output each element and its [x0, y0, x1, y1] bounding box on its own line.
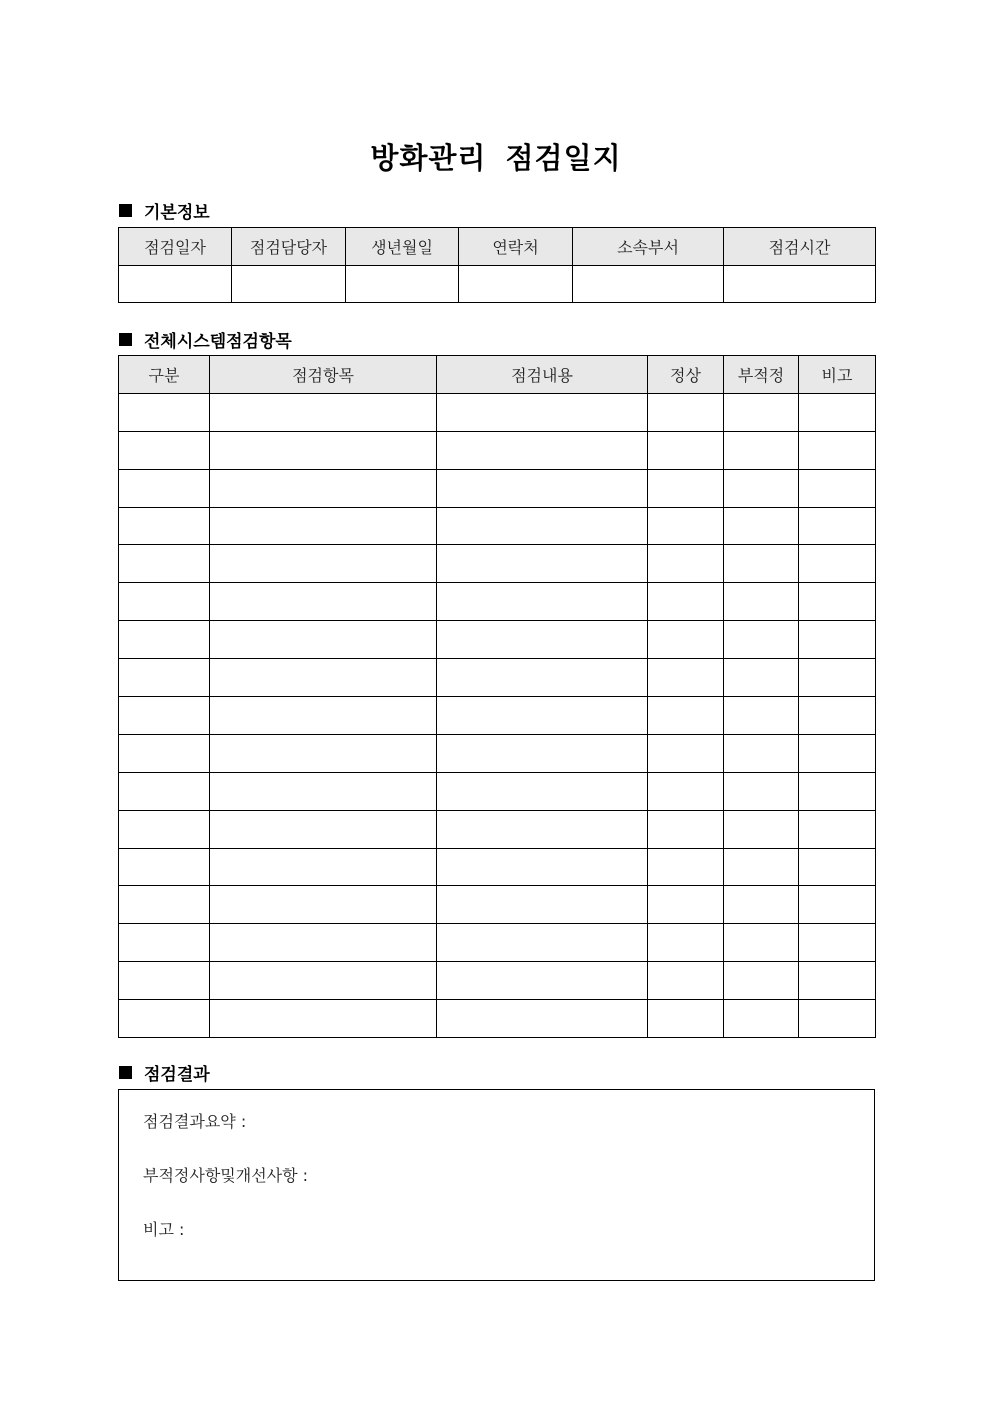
check-item-cell[interactable] [210, 924, 437, 962]
category-cell[interactable] [119, 810, 210, 848]
check-item-cell[interactable] [210, 962, 437, 1000]
table-row [119, 734, 876, 772]
header-check-item: 점검항목 [210, 356, 437, 394]
inadequate-cell[interactable] [724, 697, 799, 735]
table-row [119, 431, 876, 469]
check-item-cell[interactable] [210, 697, 437, 735]
birth-date-field[interactable] [346, 265, 459, 303]
inadequate-cell[interactable] [724, 848, 799, 886]
table-row [119, 659, 876, 697]
normal-cell[interactable] [648, 583, 724, 621]
remarks-cell[interactable] [799, 545, 876, 583]
table-row [119, 962, 876, 1000]
inadequate-cell[interactable] [724, 772, 799, 810]
normal-cell[interactable] [648, 962, 724, 1000]
section-heading-label: 기본정보 [144, 202, 210, 223]
inspector-field[interactable] [232, 265, 346, 303]
check-content-cell[interactable] [437, 621, 648, 659]
normal-cell[interactable] [648, 507, 724, 545]
category-cell[interactable] [119, 583, 210, 621]
header-normal: 정상 [648, 356, 724, 394]
header-inspector: 점검담당자 [232, 228, 346, 266]
category-cell[interactable] [119, 734, 210, 772]
table-row [119, 621, 876, 659]
check-content-cell[interactable] [437, 545, 648, 583]
category-cell[interactable] [119, 697, 210, 735]
table-row [119, 393, 876, 431]
category-cell[interactable] [119, 772, 210, 810]
category-cell[interactable] [119, 924, 210, 962]
remarks-label: 비고 : [143, 1220, 185, 1239]
category-cell[interactable] [119, 469, 210, 507]
normal-cell[interactable] [648, 924, 724, 962]
check-item-cell[interactable] [210, 507, 437, 545]
category-cell[interactable] [119, 621, 210, 659]
check-content-cell[interactable] [437, 507, 648, 545]
inadequate-cell[interactable] [724, 621, 799, 659]
check-item-cell[interactable] [210, 393, 437, 431]
section-heading-system-check [119, 328, 292, 350]
remarks-cell[interactable] [799, 734, 876, 772]
inadequate-cell[interactable] [724, 545, 799, 583]
normal-cell[interactable] [648, 772, 724, 810]
square-bullet-icon [119, 204, 132, 217]
normal-cell[interactable] [648, 848, 724, 886]
table-row [119, 265, 876, 303]
normal-cell[interactable] [648, 810, 724, 848]
category-cell[interactable] [119, 545, 210, 583]
section-heading-result [119, 1061, 210, 1083]
remarks-cell[interactable] [799, 886, 876, 924]
square-bullet-icon [119, 1066, 132, 1079]
remarks-cell[interactable] [799, 697, 876, 735]
remarks-cell[interactable] [799, 924, 876, 962]
result-box [118, 1089, 875, 1281]
table-row [119, 886, 876, 924]
check-item-cell[interactable] [210, 469, 437, 507]
inadequate-cell[interactable] [724, 659, 799, 697]
normal-cell[interactable] [648, 1000, 724, 1038]
header-contact: 연락처 [459, 228, 573, 266]
check-item-cell[interactable] [210, 583, 437, 621]
remarks-cell[interactable] [799, 1000, 876, 1038]
normal-cell[interactable] [648, 734, 724, 772]
header-birth-date: 생년월일 [346, 228, 459, 266]
table-row [119, 697, 876, 735]
normal-cell[interactable] [648, 431, 724, 469]
remarks-cell[interactable] [799, 431, 876, 469]
remarks-cell[interactable] [799, 962, 876, 1000]
header-check-content: 점검내용 [437, 356, 648, 394]
table-row [119, 772, 876, 810]
check-item-cell[interactable] [210, 810, 437, 848]
header-department: 소속부서 [573, 228, 724, 266]
table-header-row [119, 228, 876, 266]
table-row [119, 507, 876, 545]
inadequate-cell[interactable] [724, 962, 799, 1000]
check-item-cell[interactable] [210, 621, 437, 659]
category-cell[interactable] [119, 886, 210, 924]
check-content-cell[interactable] [437, 659, 648, 697]
issues-improvements-label: 부적정사항및개선사항 : [143, 1166, 309, 1185]
contact-field[interactable] [459, 265, 573, 303]
inadequate-cell[interactable] [724, 924, 799, 962]
inadequate-cell[interactable] [724, 469, 799, 507]
basic-info-table [118, 227, 876, 303]
category-cell[interactable] [119, 848, 210, 886]
check-item-cell[interactable] [210, 772, 437, 810]
inadequate-cell[interactable] [724, 1000, 799, 1038]
remarks-cell[interactable] [799, 393, 876, 431]
category-cell[interactable] [119, 507, 210, 545]
section-heading-label: 전체시스템점검항목 [144, 331, 292, 352]
header-inspection-date: 점검일자 [119, 228, 232, 266]
check-content-cell[interactable] [437, 393, 648, 431]
check-item-cell[interactable] [210, 848, 437, 886]
section-heading-basic-info [119, 199, 210, 221]
category-cell[interactable] [119, 659, 210, 697]
check-content-cell[interactable] [437, 697, 648, 735]
normal-cell[interactable] [648, 886, 724, 924]
table-row [119, 848, 876, 886]
table-row [119, 469, 876, 507]
header-remarks: 비고 [799, 356, 876, 394]
normal-cell[interactable] [648, 469, 724, 507]
inadequate-cell[interactable] [724, 507, 799, 545]
check-content-cell[interactable] [437, 734, 648, 772]
system-check-table [118, 355, 876, 1038]
inspection-date-field[interactable] [119, 265, 232, 303]
table-row [119, 583, 876, 621]
category-cell[interactable] [119, 962, 210, 1000]
check-content-cell[interactable] [437, 886, 648, 924]
table-row [119, 810, 876, 848]
document-title: 방화관리 점검일지 [370, 141, 622, 175]
normal-cell[interactable] [648, 659, 724, 697]
check-item-cell[interactable] [210, 545, 437, 583]
check-content-cell[interactable] [437, 810, 648, 848]
normal-cell[interactable] [648, 621, 724, 659]
header-inspection-time: 점검시간 [724, 228, 876, 266]
check-content-cell[interactable] [437, 431, 648, 469]
category-cell[interactable] [119, 1000, 210, 1038]
inadequate-cell[interactable] [724, 886, 799, 924]
check-content-cell[interactable] [437, 848, 648, 886]
inadequate-cell[interactable] [724, 810, 799, 848]
category-cell[interactable] [119, 393, 210, 431]
header-inadequate: 부적정 [724, 356, 799, 394]
inadequate-cell[interactable] [724, 393, 799, 431]
inspection-time-field[interactable] [724, 265, 876, 303]
remarks-cell[interactable] [799, 583, 876, 621]
check-content-cell[interactable] [437, 962, 648, 1000]
check-item-cell[interactable] [210, 886, 437, 924]
check-content-cell[interactable] [437, 583, 648, 621]
normal-cell[interactable] [648, 697, 724, 735]
inadequate-cell[interactable] [724, 583, 799, 621]
remarks-cell[interactable] [799, 507, 876, 545]
square-bullet-icon [119, 333, 132, 346]
table-row [119, 1000, 876, 1038]
inadequate-cell[interactable] [724, 431, 799, 469]
check-item-cell[interactable] [210, 659, 437, 697]
check-item-cell[interactable] [210, 734, 437, 772]
table-header-row [119, 356, 876, 394]
remarks-cell[interactable] [799, 621, 876, 659]
table-row [119, 924, 876, 962]
check-item-cell[interactable] [210, 1000, 437, 1038]
normal-cell[interactable] [648, 393, 724, 431]
table-row [119, 545, 876, 583]
remarks-cell[interactable] [799, 848, 876, 886]
remarks-cell[interactable] [799, 810, 876, 848]
remarks-cell[interactable] [799, 659, 876, 697]
department-field[interactable] [573, 265, 724, 303]
remarks-cell[interactable] [799, 772, 876, 810]
check-content-cell[interactable] [437, 772, 648, 810]
result-summary-label: 점검결과요약 : [143, 1112, 247, 1131]
header-category: 구분 [119, 356, 210, 394]
normal-cell[interactable] [648, 545, 724, 583]
section-heading-label: 점검결과 [144, 1064, 210, 1085]
inadequate-cell[interactable] [724, 734, 799, 772]
check-item-cell[interactable] [210, 431, 437, 469]
check-content-cell[interactable] [437, 469, 648, 507]
remarks-cell[interactable] [799, 469, 876, 507]
check-content-cell[interactable] [437, 1000, 648, 1038]
check-content-cell[interactable] [437, 924, 648, 962]
category-cell[interactable] [119, 431, 210, 469]
